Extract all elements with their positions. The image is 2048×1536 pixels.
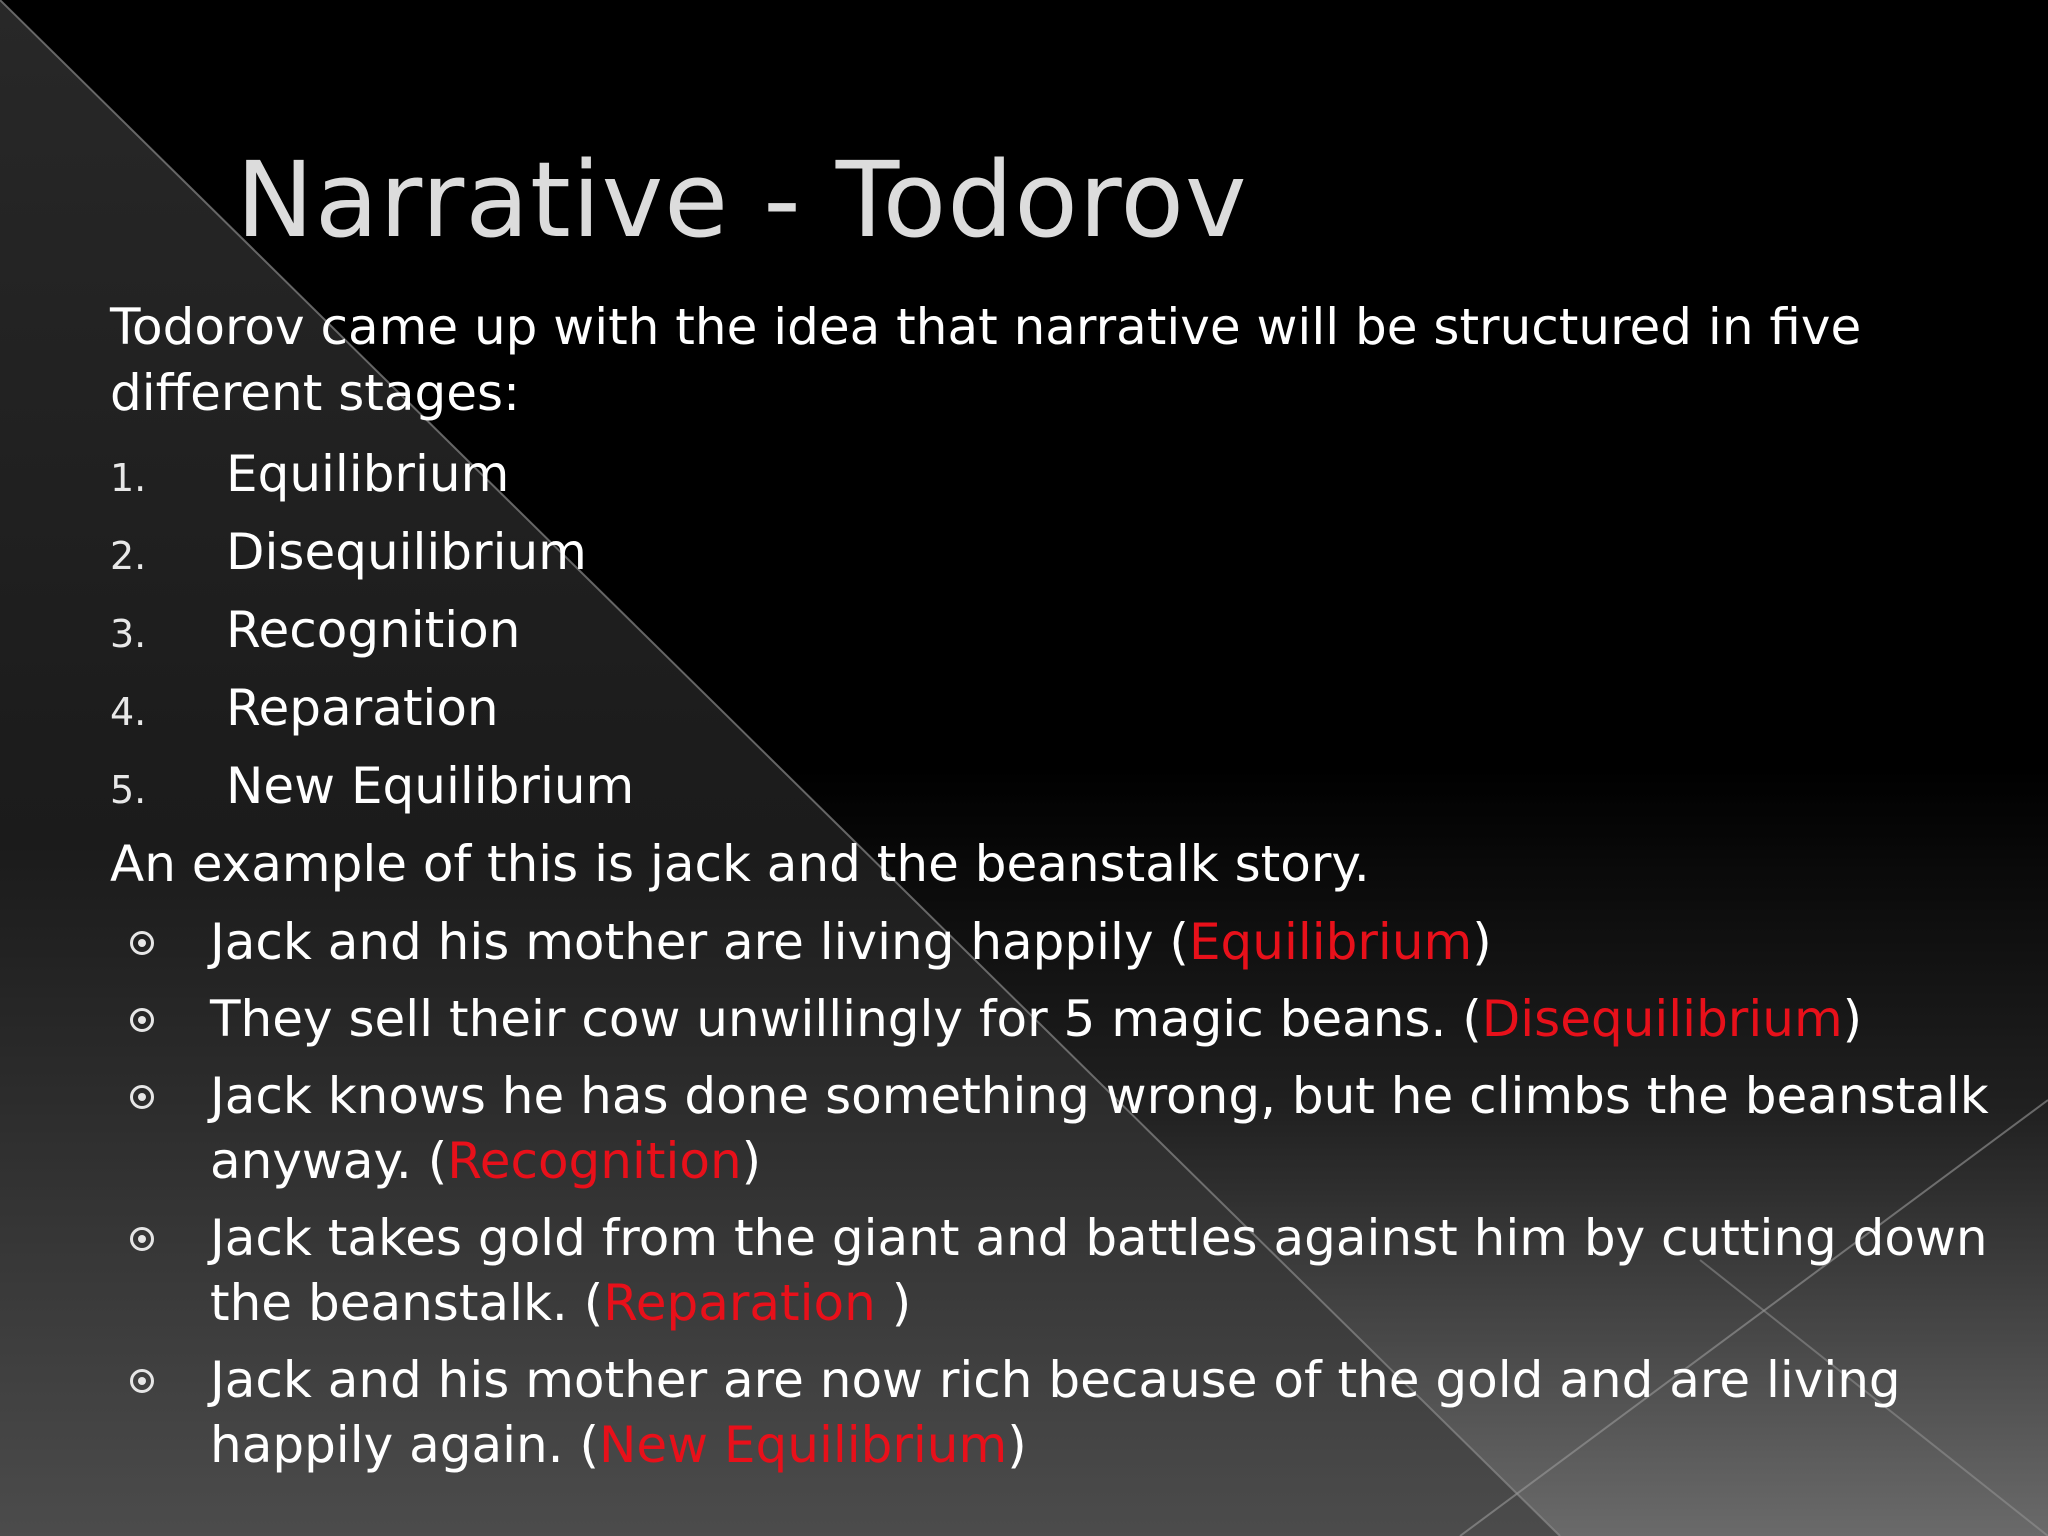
example-bullet-item: [110, 1064, 1990, 1194]
example-bullet-item: [110, 910, 1990, 975]
stage-highlight: Disequilibrium: [1481, 990, 1843, 1048]
intro-text: Todorov came up with the idea that narrative will be structured in five different stages:: [110, 298, 1862, 422]
stage-label: Reparation: [226, 679, 499, 737]
circle-dot-bullet-icon: [130, 931, 154, 955]
slide-title: Narrative - Todorov: [236, 139, 1248, 261]
stage-list-item: [110, 513, 1990, 591]
slide-content: [110, 294, 1990, 1478]
bullet-text: They sell their cow unwillingly for 5 magic beans. (: [210, 990, 1482, 1048]
stage-number: 1.: [110, 456, 147, 500]
bullet-close: ): [741, 1132, 762, 1190]
stage-number: 3.: [110, 612, 147, 656]
stage-label: New Equilibrium: [226, 757, 635, 815]
stage-list-item: [110, 747, 1990, 825]
stage-label: Disequilibrium: [226, 523, 587, 581]
bullet-text: Jack takes gold from the giant and battles against him by cutting down the beanstalk. (: [210, 1209, 1988, 1332]
stage-label: Equilibrium: [226, 445, 510, 503]
bullet-text: Jack and his mother are living happily (: [210, 913, 1189, 971]
stage-highlight: Equilibrium: [1188, 913, 1473, 971]
circle-dot-bullet-icon: [130, 1008, 154, 1032]
stage-highlight: New Equilibrium: [598, 1416, 1008, 1474]
stage-label: Recognition: [226, 601, 521, 659]
bullet-close: ): [1842, 990, 1863, 1048]
example-bullet-item: [110, 1206, 1990, 1336]
bullet-close: ): [1472, 913, 1492, 971]
stage-highlight: Reparation: [603, 1274, 876, 1332]
circle-dot-bullet-icon: [130, 1369, 154, 1393]
example-bullet-item: [110, 1348, 1990, 1478]
stage-list-item: [110, 669, 1990, 747]
bullet-close: ): [875, 1274, 912, 1332]
stage-number: 2.: [110, 534, 147, 578]
stage-number: 4.: [110, 690, 147, 734]
bullet-text: Jack knows he has done something wrong, but he climbs the beanstalk anyway. (: [210, 1067, 1989, 1190]
example-bullet-list: [110, 910, 1990, 1478]
stage-number: 5.: [110, 768, 147, 812]
circle-dot-bullet-icon: [130, 1085, 154, 1109]
bullet-close: ): [1007, 1416, 1027, 1474]
stage-highlight: Recognition: [447, 1132, 742, 1190]
stage-list-item: [110, 591, 1990, 669]
stage-list-item: [110, 435, 1990, 513]
circle-dot-bullet-icon: [130, 1227, 154, 1251]
bullet-text: Jack and his mother are now rich because of the gold and are living happily again. (: [210, 1351, 1901, 1474]
example-bullet-item: [110, 987, 1990, 1052]
stage-list: [110, 435, 1990, 825]
example-text: An example of this is jack and the beanstalk story.: [110, 835, 1370, 893]
